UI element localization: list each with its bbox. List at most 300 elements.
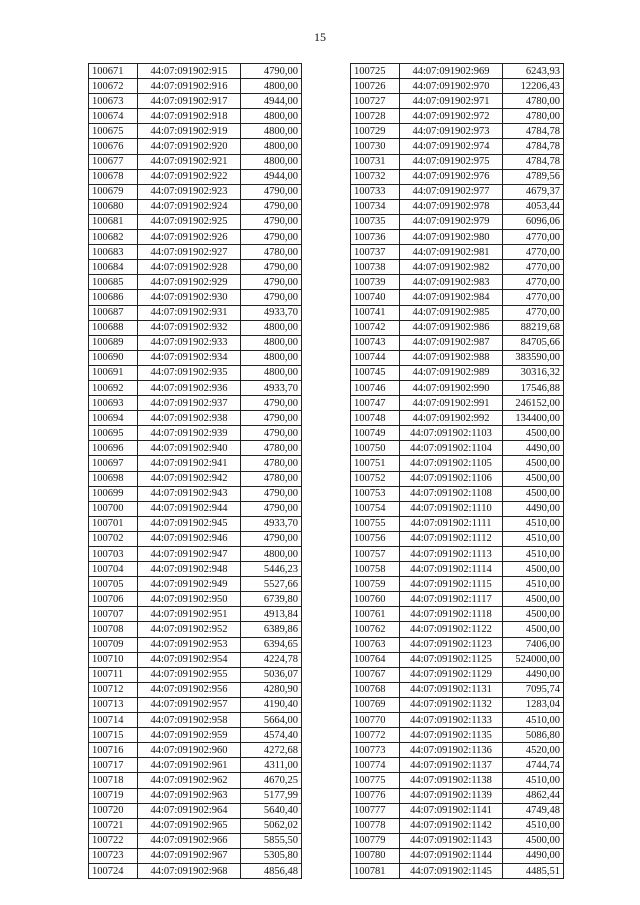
value-cell: 4490,00 bbox=[503, 667, 564, 682]
record-number-cell: 100755 bbox=[351, 516, 400, 531]
record-number-cell: 100744 bbox=[351, 350, 400, 365]
table-row bbox=[89, 350, 302, 365]
record-number-cell: 100733 bbox=[351, 184, 400, 199]
cadastral-number-cell: 44:07:091902:916 bbox=[138, 79, 241, 94]
record-number-cell: 100743 bbox=[351, 335, 400, 350]
cadastral-number-cell: 44:07:091902:1137 bbox=[400, 758, 503, 773]
value-cell: 4500,00 bbox=[503, 426, 564, 441]
table-row bbox=[351, 184, 564, 199]
record-number-cell: 100721 bbox=[89, 818, 138, 833]
value-cell: 30316,32 bbox=[503, 365, 564, 380]
table-row bbox=[351, 592, 564, 607]
record-number-cell: 100725 bbox=[351, 64, 400, 79]
value-cell: 6739,80 bbox=[241, 592, 302, 607]
cadastral-number-cell: 44:07:091902:948 bbox=[138, 562, 241, 577]
record-number-cell: 100726 bbox=[351, 79, 400, 94]
table-row bbox=[89, 818, 302, 833]
cadastral-number-cell: 44:07:091902:983 bbox=[400, 275, 503, 290]
record-number-cell: 100736 bbox=[351, 230, 400, 245]
value-cell: 4574,40 bbox=[241, 728, 302, 743]
cadastral-number-cell: 44:07:091902:1114 bbox=[400, 562, 503, 577]
record-number-cell: 100695 bbox=[89, 426, 138, 441]
table-row bbox=[351, 245, 564, 260]
value-cell: 4780,00 bbox=[241, 471, 302, 486]
cadastral-number-cell: 44:07:091902:984 bbox=[400, 290, 503, 305]
record-number-cell: 100758 bbox=[351, 562, 400, 577]
record-number-cell: 100704 bbox=[89, 562, 138, 577]
cadastral-number-cell: 44:07:091902:967 bbox=[138, 848, 241, 863]
value-cell: 5305,80 bbox=[241, 848, 302, 863]
value-cell: 4280,90 bbox=[241, 682, 302, 697]
value-cell: 4790,00 bbox=[241, 411, 302, 426]
table-row bbox=[89, 169, 302, 184]
record-number-cell: 100699 bbox=[89, 486, 138, 501]
record-number-cell: 100709 bbox=[89, 637, 138, 652]
table-row bbox=[351, 64, 564, 79]
cadastral-number-cell: 44:07:091902:1125 bbox=[400, 652, 503, 667]
record-number-cell: 100741 bbox=[351, 305, 400, 320]
table-row bbox=[351, 728, 564, 743]
cadastral-number-cell: 44:07:091902:1115 bbox=[400, 577, 503, 592]
record-number-cell: 100683 bbox=[89, 245, 138, 260]
table-row bbox=[89, 275, 302, 290]
cadastral-number-cell: 44:07:091902:1110 bbox=[400, 501, 503, 516]
cadastral-number-cell: 44:07:091902:985 bbox=[400, 305, 503, 320]
cadastral-number-cell: 44:07:091902:1143 bbox=[400, 833, 503, 848]
table-row bbox=[89, 758, 302, 773]
record-number-cell: 100727 bbox=[351, 94, 400, 109]
cadastral-number-cell: 44:07:091902:960 bbox=[138, 743, 241, 758]
value-cell: 5036,07 bbox=[241, 667, 302, 682]
cadastral-number-cell: 44:07:091902:975 bbox=[400, 154, 503, 169]
record-number-cell: 100705 bbox=[89, 577, 138, 592]
cadastral-number-cell: 44:07:091902:1112 bbox=[400, 531, 503, 546]
value-cell: 4500,00 bbox=[503, 833, 564, 848]
record-number-cell: 100680 bbox=[89, 199, 138, 214]
table-row bbox=[89, 426, 302, 441]
record-number-cell: 100719 bbox=[89, 788, 138, 803]
record-number-cell: 100685 bbox=[89, 275, 138, 290]
value-cell: 4510,00 bbox=[503, 713, 564, 728]
record-number-cell: 100692 bbox=[89, 380, 138, 395]
cadastral-number-cell: 44:07:091902:1104 bbox=[400, 441, 503, 456]
table-row bbox=[351, 863, 564, 878]
record-number-cell: 100712 bbox=[89, 682, 138, 697]
table-row bbox=[89, 486, 302, 501]
table-row bbox=[89, 773, 302, 788]
record-number-cell: 100764 bbox=[351, 652, 400, 667]
cadastral-number-cell: 44:07:091902:992 bbox=[400, 411, 503, 426]
table-row bbox=[89, 79, 302, 94]
cadastral-number-cell: 44:07:091902:943 bbox=[138, 486, 241, 501]
value-cell: 246152,00 bbox=[503, 396, 564, 411]
cadastral-number-cell: 44:07:091902:1142 bbox=[400, 818, 503, 833]
cadastral-number-cell: 44:07:091902:991 bbox=[400, 396, 503, 411]
table-row bbox=[89, 199, 302, 214]
record-number-cell: 100690 bbox=[89, 350, 138, 365]
value-cell: 5664,00 bbox=[241, 713, 302, 728]
record-number-cell: 100748 bbox=[351, 411, 400, 426]
record-number-cell: 100714 bbox=[89, 713, 138, 728]
value-cell: 4053,44 bbox=[503, 199, 564, 214]
table-row bbox=[351, 697, 564, 712]
cadastral-number-cell: 44:07:091902:963 bbox=[138, 788, 241, 803]
cadastral-number-cell: 44:07:091902:969 bbox=[400, 64, 503, 79]
value-cell: 4790,00 bbox=[241, 260, 302, 275]
table-row bbox=[351, 441, 564, 456]
table-row bbox=[89, 863, 302, 878]
value-cell: 1283,04 bbox=[503, 697, 564, 712]
cadastral-number-cell: 44:07:091902:1105 bbox=[400, 456, 503, 471]
cadastral-number-cell: 44:07:091902:990 bbox=[400, 380, 503, 395]
record-number-cell: 100772 bbox=[351, 728, 400, 743]
value-cell: 7095,74 bbox=[503, 682, 564, 697]
value-cell: 4770,00 bbox=[503, 245, 564, 260]
table-row bbox=[89, 230, 302, 245]
value-cell: 4790,00 bbox=[241, 501, 302, 516]
record-number-cell: 100674 bbox=[89, 109, 138, 124]
record-number-cell: 100768 bbox=[351, 682, 400, 697]
value-cell: 4500,00 bbox=[503, 592, 564, 607]
cadastral-number-cell: 44:07:091902:970 bbox=[400, 79, 503, 94]
record-number-cell: 100720 bbox=[89, 803, 138, 818]
cadastral-table-left bbox=[88, 63, 302, 879]
value-cell: 4500,00 bbox=[503, 471, 564, 486]
cadastral-number-cell: 44:07:091902:946 bbox=[138, 531, 241, 546]
value-cell: 4670,25 bbox=[241, 773, 302, 788]
value-cell: 4490,00 bbox=[503, 501, 564, 516]
record-number-cell: 100718 bbox=[89, 773, 138, 788]
table-row bbox=[351, 486, 564, 501]
record-number-cell: 100763 bbox=[351, 637, 400, 652]
value-cell: 4800,00 bbox=[241, 139, 302, 154]
cadastral-number-cell: 44:07:091902:932 bbox=[138, 320, 241, 335]
table-row bbox=[89, 471, 302, 486]
cadastral-number-cell: 44:07:091902:976 bbox=[400, 169, 503, 184]
table-row bbox=[351, 456, 564, 471]
table-row bbox=[351, 79, 564, 94]
table-row bbox=[89, 637, 302, 652]
value-cell: 4520,00 bbox=[503, 743, 564, 758]
cadastral-number-cell: 44:07:091902:938 bbox=[138, 411, 241, 426]
record-number-cell: 100696 bbox=[89, 441, 138, 456]
table-row bbox=[89, 592, 302, 607]
value-cell: 4800,00 bbox=[241, 350, 302, 365]
value-cell: 4789,56 bbox=[503, 169, 564, 184]
record-number-cell: 100686 bbox=[89, 290, 138, 305]
value-cell: 4790,00 bbox=[241, 426, 302, 441]
cadastral-number-cell: 44:07:091902:919 bbox=[138, 124, 241, 139]
table-body bbox=[351, 64, 564, 879]
cadastral-number-cell: 44:07:091902:947 bbox=[138, 547, 241, 562]
record-number-cell: 100684 bbox=[89, 260, 138, 275]
value-cell: 5062,02 bbox=[241, 818, 302, 833]
value-cell: 5855,50 bbox=[241, 833, 302, 848]
table-row bbox=[351, 109, 564, 124]
table-row bbox=[89, 154, 302, 169]
value-cell: 134400,00 bbox=[503, 411, 564, 426]
table-row bbox=[89, 501, 302, 516]
value-cell: 4780,00 bbox=[241, 245, 302, 260]
value-cell: 383590,00 bbox=[503, 350, 564, 365]
value-cell: 4790,00 bbox=[241, 275, 302, 290]
cadastral-number-cell: 44:07:091902:972 bbox=[400, 109, 503, 124]
value-cell: 4790,00 bbox=[241, 396, 302, 411]
record-number-cell: 100756 bbox=[351, 531, 400, 546]
value-cell: 4510,00 bbox=[503, 773, 564, 788]
record-number-cell: 100745 bbox=[351, 365, 400, 380]
cadastral-number-cell: 44:07:091902:917 bbox=[138, 94, 241, 109]
record-number-cell: 100693 bbox=[89, 396, 138, 411]
cadastral-number-cell: 44:07:091902:973 bbox=[400, 124, 503, 139]
record-number-cell: 100731 bbox=[351, 154, 400, 169]
table-row bbox=[351, 637, 564, 652]
record-number-cell: 100679 bbox=[89, 184, 138, 199]
record-number-cell: 100682 bbox=[89, 230, 138, 245]
value-cell: 4749,48 bbox=[503, 803, 564, 818]
record-number-cell: 100671 bbox=[89, 64, 138, 79]
value-cell: 4510,00 bbox=[503, 516, 564, 531]
record-number-cell: 100760 bbox=[351, 592, 400, 607]
value-cell: 4800,00 bbox=[241, 320, 302, 335]
record-number-cell: 100711 bbox=[89, 667, 138, 682]
value-cell: 4490,00 bbox=[503, 848, 564, 863]
value-cell: 4790,00 bbox=[241, 199, 302, 214]
table-row bbox=[89, 848, 302, 863]
table-row bbox=[89, 411, 302, 426]
value-cell: 17546,88 bbox=[503, 380, 564, 395]
table-row bbox=[89, 441, 302, 456]
value-cell: 4500,00 bbox=[503, 456, 564, 471]
value-cell: 12206,43 bbox=[503, 79, 564, 94]
cadastral-number-cell: 44:07:091902:1135 bbox=[400, 728, 503, 743]
table-row bbox=[351, 154, 564, 169]
record-number-cell: 100734 bbox=[351, 199, 400, 214]
record-number-cell: 100735 bbox=[351, 214, 400, 229]
cadastral-number-cell: 44:07:091902:941 bbox=[138, 456, 241, 471]
table-row bbox=[351, 788, 564, 803]
table-row bbox=[351, 411, 564, 426]
record-number-cell: 100776 bbox=[351, 788, 400, 803]
table-row bbox=[89, 124, 302, 139]
value-cell: 4800,00 bbox=[241, 547, 302, 562]
value-cell: 4510,00 bbox=[503, 531, 564, 546]
record-number-cell: 100722 bbox=[89, 833, 138, 848]
table-row bbox=[89, 64, 302, 79]
value-cell: 4311,00 bbox=[241, 758, 302, 773]
table-row bbox=[89, 335, 302, 350]
value-cell: 7406,00 bbox=[503, 637, 564, 652]
cadastral-number-cell: 44:07:091902:927 bbox=[138, 245, 241, 260]
table-row bbox=[89, 396, 302, 411]
table-row bbox=[89, 562, 302, 577]
table-row bbox=[89, 290, 302, 305]
table-row bbox=[351, 139, 564, 154]
value-cell: 4933,70 bbox=[241, 305, 302, 320]
table-row bbox=[89, 652, 302, 667]
cadastral-number-cell: 44:07:091902:915 bbox=[138, 64, 241, 79]
value-cell: 4485,51 bbox=[503, 863, 564, 878]
value-cell: 4224,78 bbox=[241, 652, 302, 667]
record-number-cell: 100773 bbox=[351, 743, 400, 758]
value-cell: 4272,68 bbox=[241, 743, 302, 758]
record-number-cell: 100688 bbox=[89, 320, 138, 335]
cadastral-number-cell: 44:07:091902:928 bbox=[138, 260, 241, 275]
table-row bbox=[351, 652, 564, 667]
value-cell: 4770,00 bbox=[503, 260, 564, 275]
record-number-cell: 100672 bbox=[89, 79, 138, 94]
table-row bbox=[89, 713, 302, 728]
record-number-cell: 100676 bbox=[89, 139, 138, 154]
record-number-cell: 100779 bbox=[351, 833, 400, 848]
cadastral-number-cell: 44:07:091902:942 bbox=[138, 471, 241, 486]
record-number-cell: 100730 bbox=[351, 139, 400, 154]
table-row bbox=[351, 305, 564, 320]
record-number-cell: 100710 bbox=[89, 652, 138, 667]
record-number-cell: 100728 bbox=[351, 109, 400, 124]
record-number-cell: 100729 bbox=[351, 124, 400, 139]
value-cell: 4500,00 bbox=[503, 622, 564, 637]
cadastral-number-cell: 44:07:091902:1132 bbox=[400, 697, 503, 712]
cadastral-table-right bbox=[350, 63, 564, 879]
table-row bbox=[351, 320, 564, 335]
table-row bbox=[89, 622, 302, 637]
value-cell: 4933,70 bbox=[241, 380, 302, 395]
table-row bbox=[351, 577, 564, 592]
cadastral-number-cell: 44:07:091902:987 bbox=[400, 335, 503, 350]
table-body bbox=[89, 64, 302, 879]
value-cell: 4790,00 bbox=[241, 531, 302, 546]
table-row bbox=[351, 622, 564, 637]
record-number-cell: 100757 bbox=[351, 547, 400, 562]
value-cell: 4780,00 bbox=[241, 441, 302, 456]
value-cell: 4913,84 bbox=[241, 607, 302, 622]
value-cell: 4490,00 bbox=[503, 441, 564, 456]
cadastral-number-cell: 44:07:091902:1133 bbox=[400, 713, 503, 728]
table-row bbox=[351, 199, 564, 214]
value-cell: 4790,00 bbox=[241, 486, 302, 501]
cadastral-number-cell: 44:07:091902:974 bbox=[400, 139, 503, 154]
page-number: 15 bbox=[314, 30, 326, 44]
record-number-cell: 100752 bbox=[351, 471, 400, 486]
cadastral-number-cell: 44:07:091902:954 bbox=[138, 652, 241, 667]
cadastral-number-cell: 44:07:091902:1108 bbox=[400, 486, 503, 501]
value-cell: 4800,00 bbox=[241, 335, 302, 350]
cadastral-number-cell: 44:07:091902:945 bbox=[138, 516, 241, 531]
value-cell: 4500,00 bbox=[503, 562, 564, 577]
value-cell: 4784,78 bbox=[503, 154, 564, 169]
record-number-cell: 100681 bbox=[89, 214, 138, 229]
cadastral-number-cell: 44:07:091902:1129 bbox=[400, 667, 503, 682]
cadastral-number-cell: 44:07:091902:1123 bbox=[400, 637, 503, 652]
cadastral-number-cell: 44:07:091902:950 bbox=[138, 592, 241, 607]
table-row bbox=[351, 230, 564, 245]
cadastral-number-cell: 44:07:091902:968 bbox=[138, 863, 241, 878]
record-number-cell: 100753 bbox=[351, 486, 400, 501]
record-number-cell: 100749 bbox=[351, 426, 400, 441]
record-number-cell: 100697 bbox=[89, 456, 138, 471]
record-number-cell: 100742 bbox=[351, 320, 400, 335]
record-number-cell: 100770 bbox=[351, 713, 400, 728]
value-cell: 88219,68 bbox=[503, 320, 564, 335]
cadastral-number-cell: 44:07:091902:965 bbox=[138, 818, 241, 833]
cadastral-number-cell: 44:07:091902:979 bbox=[400, 214, 503, 229]
table-row bbox=[89, 803, 302, 818]
cadastral-number-cell: 44:07:091902:929 bbox=[138, 275, 241, 290]
record-number-cell: 100780 bbox=[351, 848, 400, 863]
table-row bbox=[89, 94, 302, 109]
table-row bbox=[89, 305, 302, 320]
table-row bbox=[351, 607, 564, 622]
table-row bbox=[351, 380, 564, 395]
cadastral-number-cell: 44:07:091902:924 bbox=[138, 199, 241, 214]
value-cell: 4800,00 bbox=[241, 109, 302, 124]
record-number-cell: 100761 bbox=[351, 607, 400, 622]
record-number-cell: 100698 bbox=[89, 471, 138, 486]
value-cell: 4780,00 bbox=[503, 94, 564, 109]
record-number-cell: 100700 bbox=[89, 501, 138, 516]
cadastral-number-cell: 44:07:091902:921 bbox=[138, 154, 241, 169]
value-cell: 4510,00 bbox=[503, 547, 564, 562]
table-row bbox=[351, 803, 564, 818]
value-cell: 4500,00 bbox=[503, 486, 564, 501]
value-cell: 5446,23 bbox=[241, 562, 302, 577]
cadastral-number-cell: 44:07:091902:935 bbox=[138, 365, 241, 380]
cadastral-number-cell: 44:07:091902:1139 bbox=[400, 788, 503, 803]
record-number-cell: 100739 bbox=[351, 275, 400, 290]
value-cell: 4944,00 bbox=[241, 169, 302, 184]
cadastral-number-cell: 44:07:091902:1144 bbox=[400, 848, 503, 863]
cadastral-number-cell: 44:07:091902:937 bbox=[138, 396, 241, 411]
record-number-cell: 100707 bbox=[89, 607, 138, 622]
table-row bbox=[89, 728, 302, 743]
cadastral-number-cell: 44:07:091902:925 bbox=[138, 214, 241, 229]
cadastral-number-cell: 44:07:091902:1131 bbox=[400, 682, 503, 697]
cadastral-number-cell: 44:07:091902:949 bbox=[138, 577, 241, 592]
cadastral-number-cell: 44:07:091902:981 bbox=[400, 245, 503, 260]
table-row bbox=[351, 260, 564, 275]
cadastral-number-cell: 44:07:091902:951 bbox=[138, 607, 241, 622]
table-row bbox=[351, 773, 564, 788]
cadastral-number-cell: 44:07:091902:940 bbox=[138, 441, 241, 456]
table-row bbox=[89, 667, 302, 682]
value-cell: 4510,00 bbox=[503, 577, 564, 592]
table-row bbox=[351, 290, 564, 305]
table-row bbox=[89, 139, 302, 154]
cadastral-number-cell: 44:07:091902:920 bbox=[138, 139, 241, 154]
value-cell: 4784,78 bbox=[503, 124, 564, 139]
record-number-cell: 100767 bbox=[351, 667, 400, 682]
cadastral-number-cell: 44:07:091902:1141 bbox=[400, 803, 503, 818]
cadastral-number-cell: 44:07:091902:977 bbox=[400, 184, 503, 199]
cadastral-number-cell: 44:07:091902:958 bbox=[138, 713, 241, 728]
cadastral-number-cell: 44:07:091902:959 bbox=[138, 728, 241, 743]
record-number-cell: 100708 bbox=[89, 622, 138, 637]
value-cell: 4790,00 bbox=[241, 64, 302, 79]
table-row bbox=[89, 743, 302, 758]
cadastral-number-cell: 44:07:091902:939 bbox=[138, 426, 241, 441]
cadastral-number-cell: 44:07:091902:944 bbox=[138, 501, 241, 516]
cadastral-number-cell: 44:07:091902:1118 bbox=[400, 607, 503, 622]
record-number-cell: 100747 bbox=[351, 396, 400, 411]
table-row bbox=[351, 682, 564, 697]
table-row bbox=[351, 426, 564, 441]
record-number-cell: 100677 bbox=[89, 154, 138, 169]
value-cell: 4790,00 bbox=[241, 214, 302, 229]
record-number-cell: 100774 bbox=[351, 758, 400, 773]
record-number-cell: 100781 bbox=[351, 863, 400, 878]
value-cell: 6389,86 bbox=[241, 622, 302, 637]
